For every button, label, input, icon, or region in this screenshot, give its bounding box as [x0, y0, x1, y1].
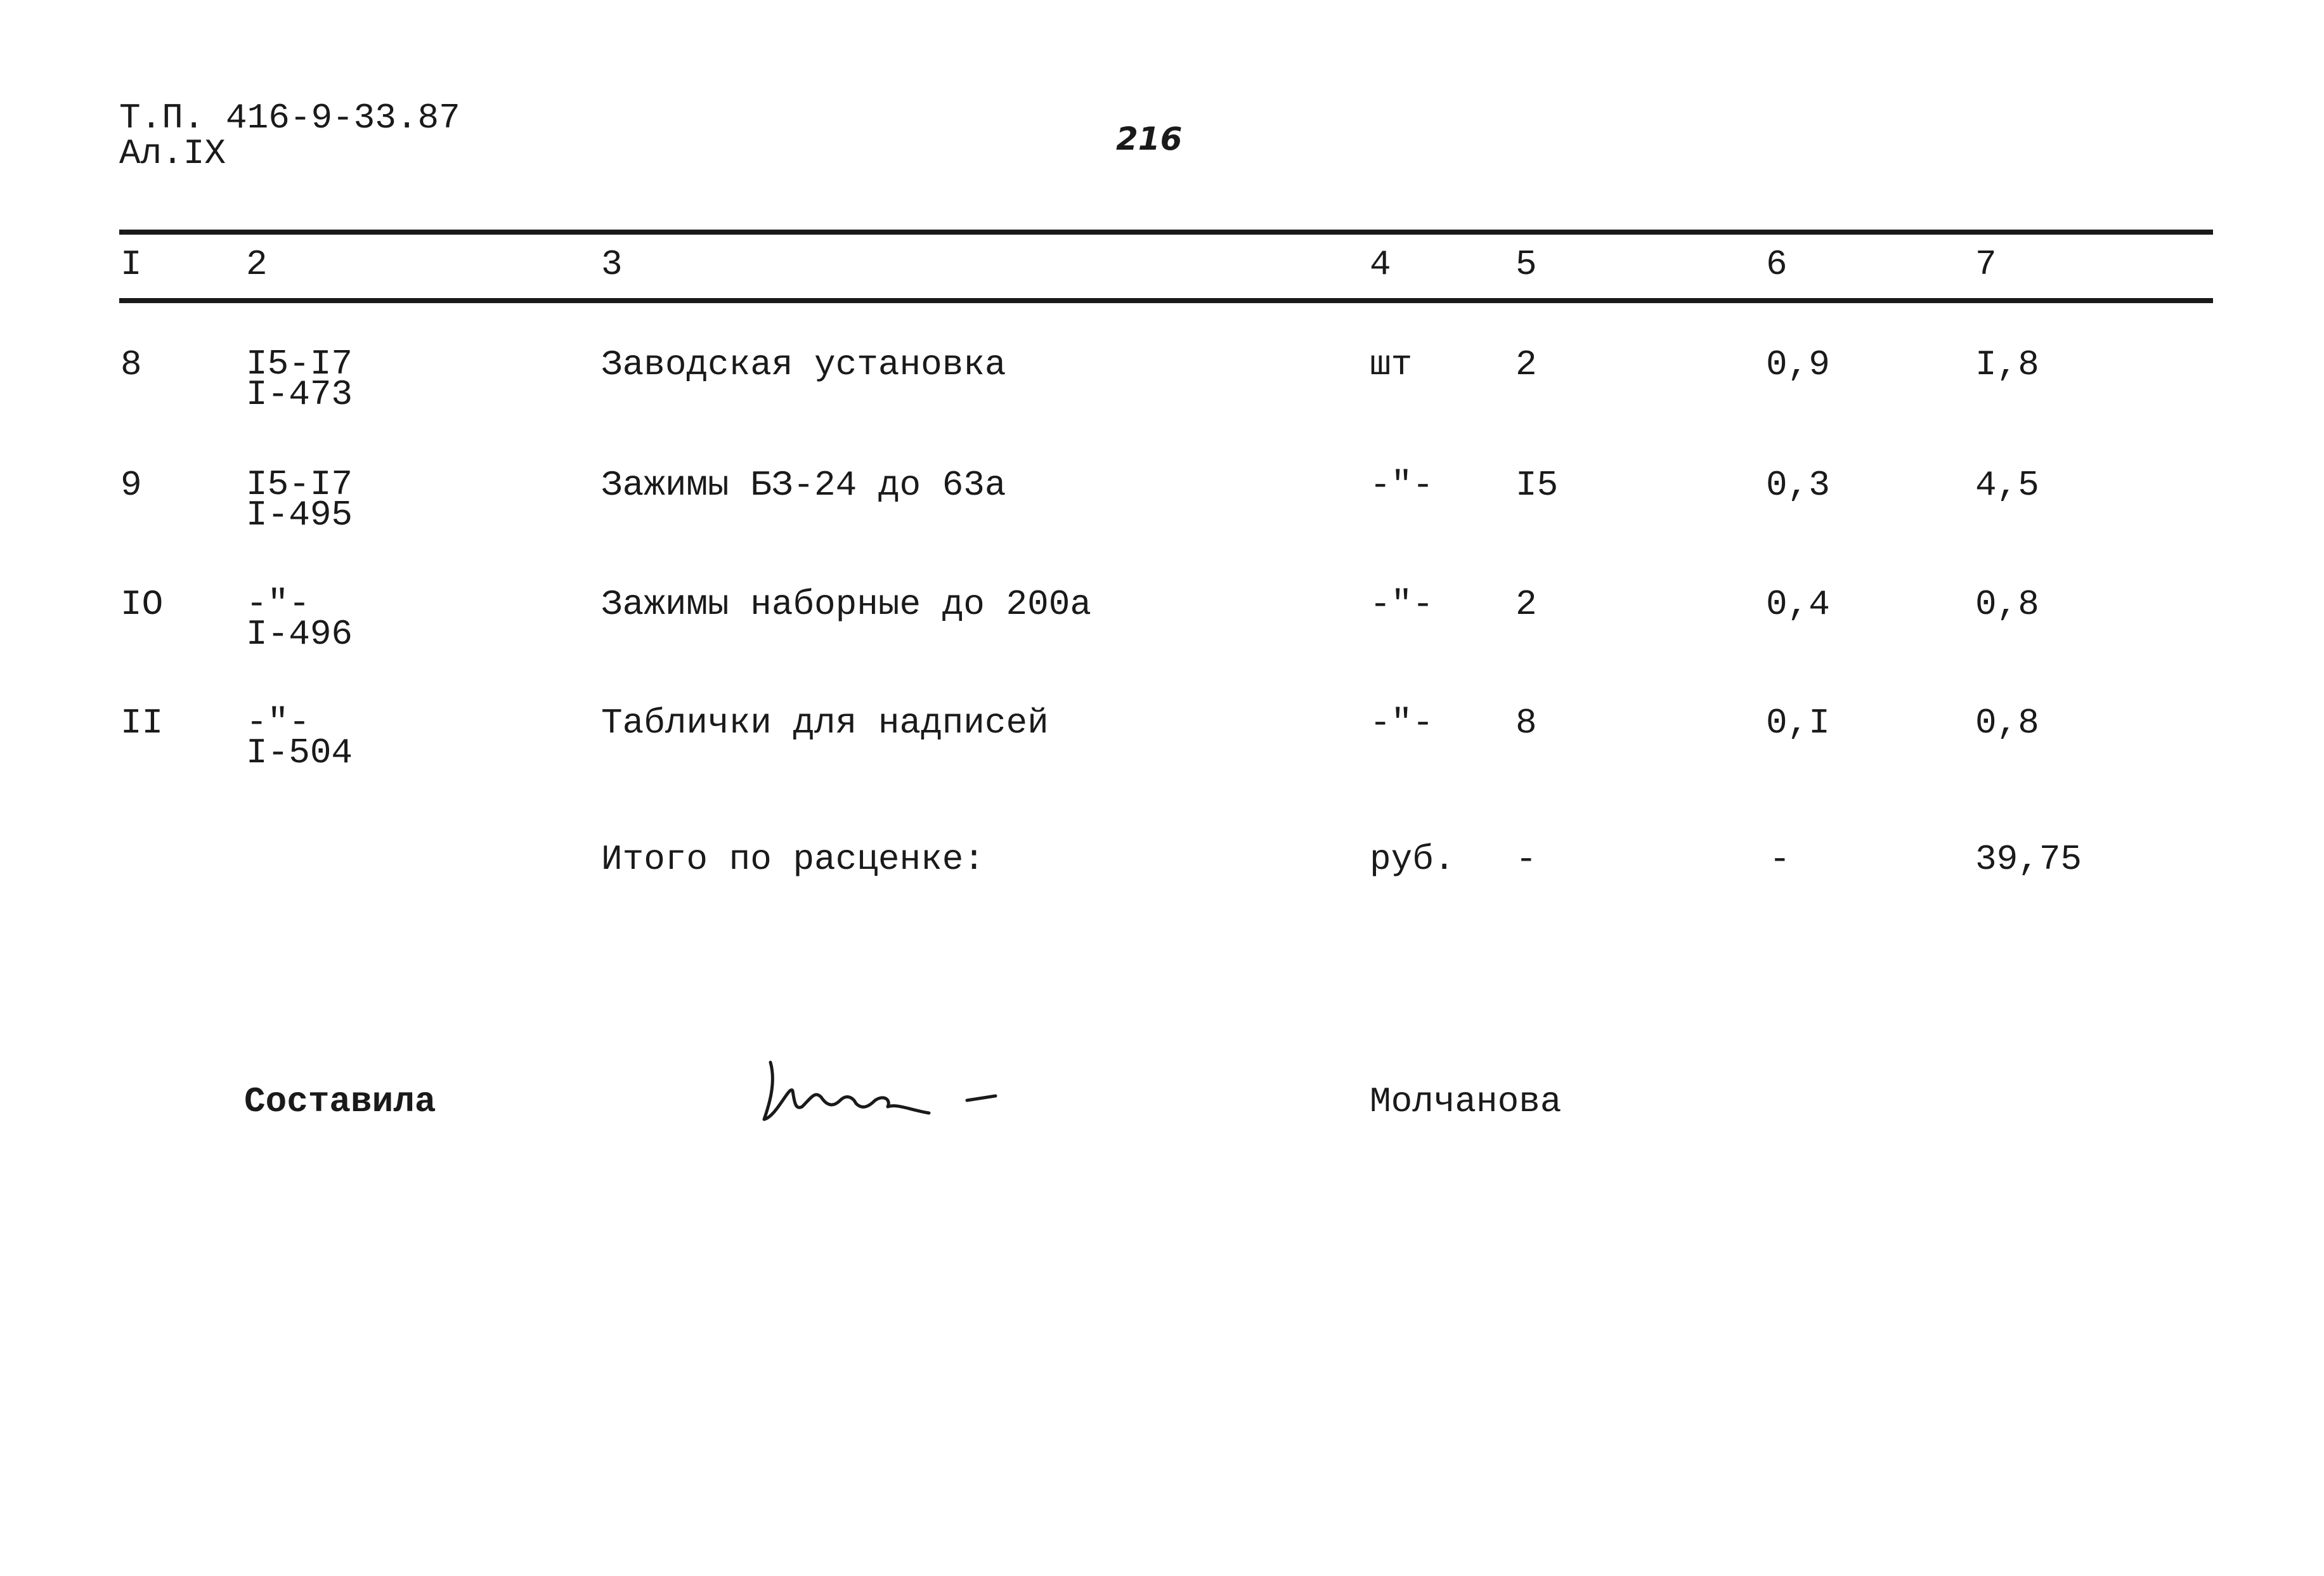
- total-sum: 39,75: [1975, 839, 2082, 880]
- row-code-1: I5-I7: [246, 464, 353, 505]
- row-total: I,8: [1975, 344, 2039, 385]
- row-unit: шт: [1370, 344, 1413, 385]
- page-number: 216: [1116, 120, 1183, 157]
- row-unit: -"-: [1370, 584, 1434, 625]
- row-qty: 2: [1516, 344, 1537, 385]
- row-code-1: -"-: [246, 583, 310, 624]
- total-label: Итого по расценке:: [601, 839, 985, 880]
- compiler-name: Молчанова: [1370, 1081, 1562, 1122]
- row-unit: -"-: [1370, 465, 1434, 505]
- row-codes: [246, 702, 353, 773]
- row-code-1: -"-: [246, 702, 310, 743]
- row-code-2: I-496: [246, 614, 353, 654]
- row-price: 0,9: [1766, 344, 1830, 385]
- row-name: Зажимы наборные до 200а: [601, 584, 1091, 625]
- signature: [758, 1046, 1011, 1129]
- row-codes: [246, 344, 353, 415]
- row-code-1: I5-I7: [246, 344, 353, 384]
- row-code-2: I-473: [246, 374, 353, 415]
- compiled-by-label: Составила: [244, 1081, 436, 1122]
- row-name: Зажимы БЗ-24 до 63а: [601, 465, 1006, 505]
- row-code-2: I-504: [246, 733, 353, 773]
- total-unit: руб.: [1370, 839, 1455, 880]
- document-code: [119, 98, 460, 174]
- column-header-2: 2: [246, 244, 268, 285]
- column-header-7: 7: [1975, 244, 1997, 285]
- column-header-5: 5: [1516, 244, 1537, 285]
- row-number: 8: [120, 344, 142, 385]
- row-code-2: I-495: [246, 495, 353, 535]
- document-code-line2: Ал.IX: [119, 133, 226, 174]
- row-number: IO: [120, 584, 164, 625]
- row-name: Заводская установка: [601, 344, 1006, 385]
- column-header-1: I: [120, 244, 142, 285]
- row-codes: [246, 583, 353, 654]
- column-header-6: 6: [1766, 244, 1788, 285]
- column-header-4: 4: [1370, 244, 1391, 285]
- row-qty: I5: [1516, 465, 1559, 505]
- row-qty: 2: [1516, 584, 1537, 625]
- row-price: 0,I: [1766, 703, 1830, 743]
- document-code-line1: Т.П. 416-9-33.87: [119, 98, 460, 138]
- row-total: 0,8: [1975, 584, 2039, 625]
- row-codes: [246, 464, 353, 535]
- total-qty: -: [1516, 839, 1537, 880]
- row-unit: -"-: [1370, 703, 1434, 743]
- column-header-3: 3: [601, 244, 623, 285]
- row-total: 4,5: [1975, 465, 2039, 505]
- table-top-rule: [119, 230, 2213, 235]
- row-total: 0,8: [1975, 703, 2039, 743]
- row-number: II: [120, 703, 164, 743]
- row-price: 0,3: [1766, 465, 1830, 505]
- total-price: -: [1769, 839, 1791, 880]
- row-name: Таблички для надписей: [601, 703, 1049, 743]
- table-header-rule: [119, 298, 2213, 303]
- row-price: 0,4: [1766, 584, 1830, 625]
- row-number: 9: [120, 465, 142, 505]
- row-qty: 8: [1516, 703, 1537, 743]
